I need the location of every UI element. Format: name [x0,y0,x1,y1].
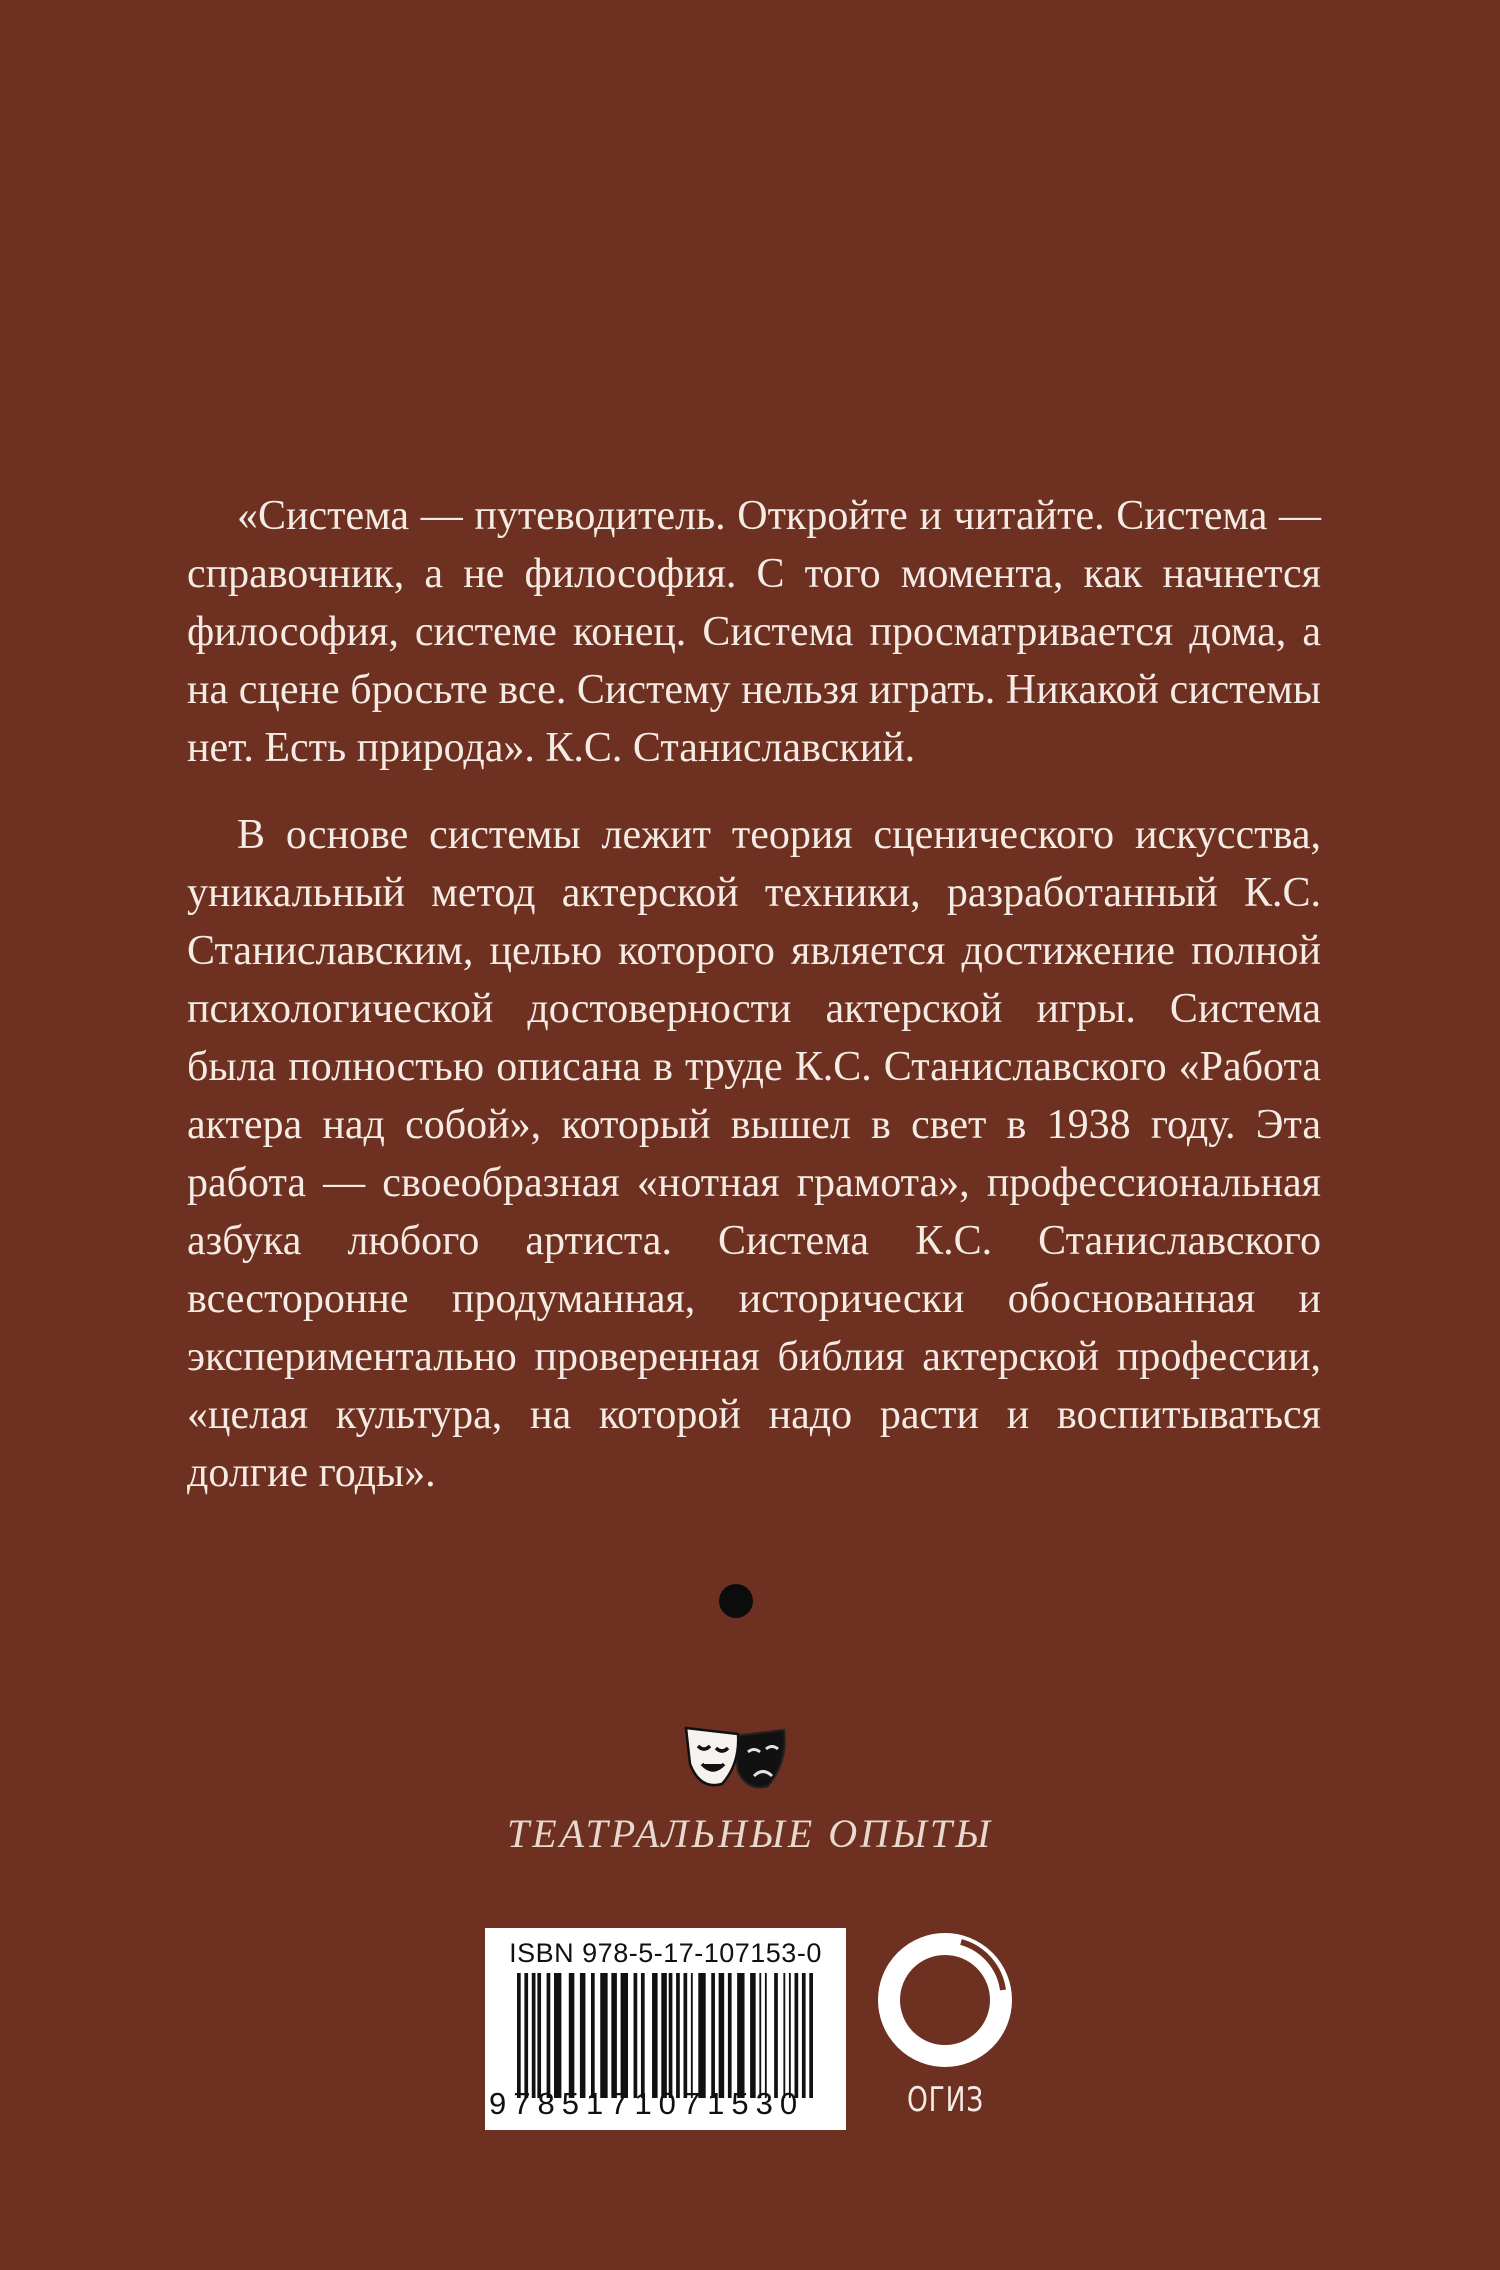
barcode-bar [789,1973,791,2098]
isbn-barcode [485,1928,846,2130]
barcode-bar [537,1973,541,2098]
barcode-bar [711,1973,715,2098]
barcode-bar [774,1973,778,2098]
series-title: ТЕАТРАЛЬНЫЕ ОПЫТЫ [506,1811,994,1856]
publisher-logo-text: ОГИЗ [906,2080,985,2120]
barcode-bar [524,1973,528,2098]
barcode-bar [750,1973,756,2098]
barcode-bar [641,1973,645,2098]
barcode-bars [515,1973,815,2098]
barcode-bar [765,1973,767,2098]
barcode-bar [737,1973,744,2098]
bullet-dot-icon [719,1584,753,1618]
barcode-bar [802,1973,806,2098]
barcode-bar [684,1973,688,2098]
barcode-bar [676,1973,680,2098]
barcode-number: 9785171071530 [489,2086,805,2121]
barcode-bar [661,1973,667,2098]
barcode-bar [652,1973,658,2098]
barcode-bar [759,1973,761,2098]
barcode-bar [698,1973,705,2098]
book-description: В основе системы лежит теория сценического искусства, уникальный метод актерской техники, разработанный К.С. Станиславским, целью которого является достижение полной психологической достоверности актерской игры. Система была полностью описана в труде К.С. Станиславского «Работа актера над собой», который вышел в свет в 1938 году. Эта работа — своеобразная «нотная грамота», профессиональная азбука любого артиста. Система К.С. Станиславского всесторонне продуманная, исторически обоснованная и экспериментально проверенная библия актерской профессии, «целая культура, на которой надо расти и воспитываться долгие годы». [187,812,1321,1496]
barcode-bar [591,1973,595,2098]
theatre-masks-icon [684,1722,788,1794]
barcode-bar [728,1973,732,2098]
barcode-bar [569,1973,575,2098]
barcode-bar [691,1973,693,2098]
barcode-bar [611,1973,617,2098]
barcode-bar [634,1973,638,2098]
barcode-bar [517,1973,521,2098]
barcode-bar [621,1973,628,2098]
ogiz-logo-icon [873,1928,1018,2073]
barcode-bar [669,1973,673,2098]
barcode-bar [580,1973,586,2098]
stanislavsky-quote: «Система — путеводитель. Откройте и читайте. Система — справочник, а не философия. С того момента, как начнется философия, системе конец. Система просматривается дома, а на сцене бросьте все. Систему нельзя играть. Никакой системы нет. Есть природа». К.С. Станиславский. [187,493,1321,771]
barcode-bar [795,1973,799,2098]
barcode-bar [809,1973,813,2098]
barcode-bar [532,1973,536,2098]
isbn-label: ISBN 978-5-17-107153-0 [509,1938,822,1968]
barcode-bar [547,1973,551,2098]
barcode-bar [719,1973,725,2098]
barcode-bar [783,1973,785,2098]
barcode-bar [600,1973,607,2098]
barcode-bar [554,1973,561,2098]
